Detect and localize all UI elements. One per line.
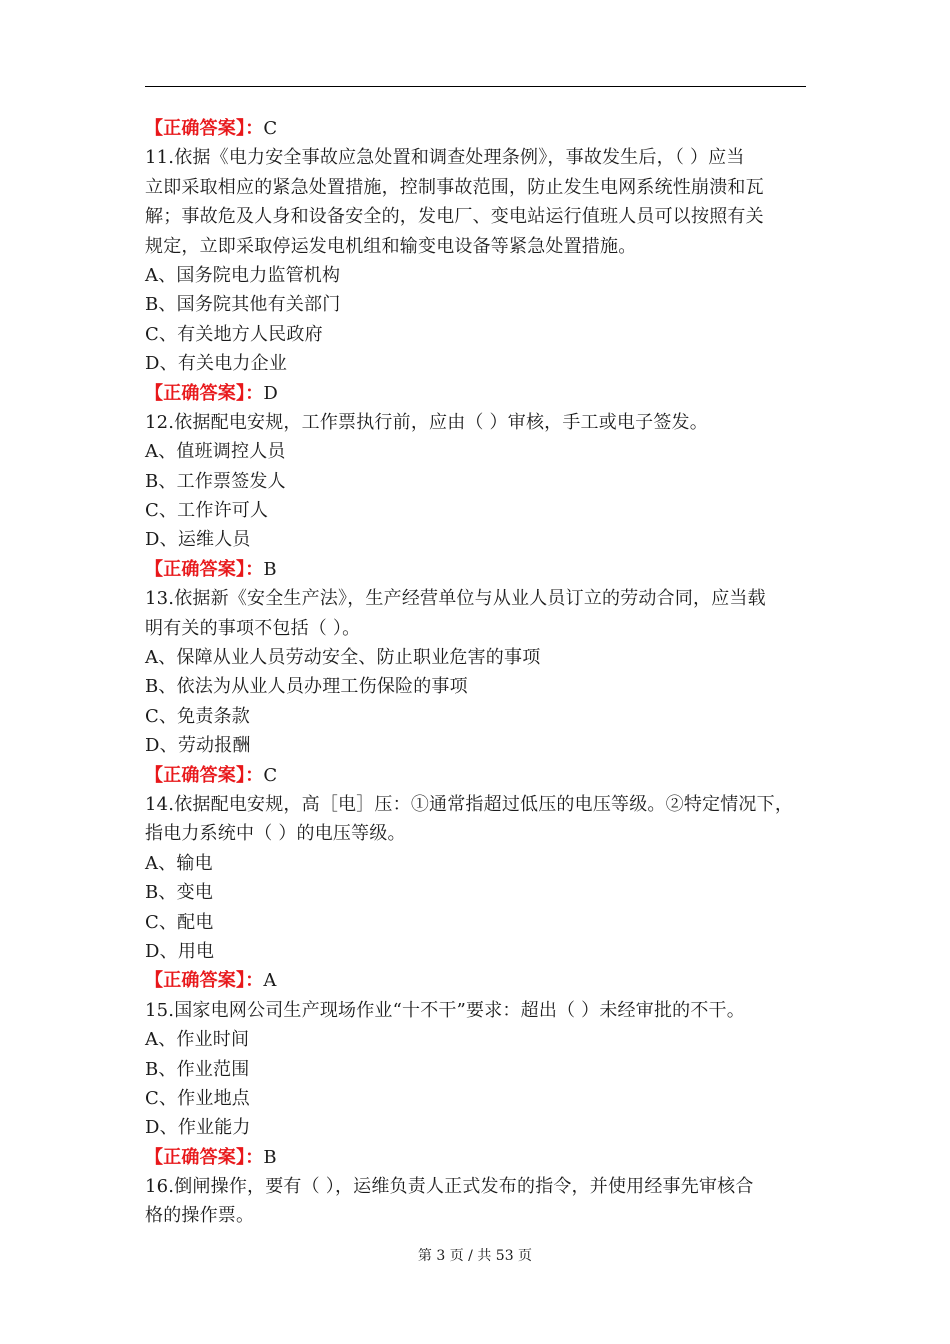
correct-answer-label: 【正确答案】： (145, 118, 264, 139)
text-line: 立即采取相应的紧急处置措施，控制事故范围，防止发生电网系统性崩溃和瓦 (145, 176, 764, 198)
text-line: A、保障从业人员劳动安全、防止职业危害的事项 (145, 647, 541, 669)
text-line: 指电力系统中（ ）的电压等级。 (145, 823, 406, 845)
text-line: 11.依据《电力安全事故应急处置和调查处理条例》，事故发生后，（ ）应当 (145, 147, 745, 169)
text-line: B、国务院其他有关部门 (145, 294, 341, 316)
document-body (145, 114, 817, 1231)
text-line: 格的操作票。 (145, 1205, 255, 1227)
text-line: C、工作许可人 (145, 500, 269, 522)
text-line: D、运维人员 (145, 529, 251, 551)
text-line: A、国务院电力监管机构 (145, 264, 341, 286)
text-line: 解；事故危及人身和设备安全的，发电厂、变电站运行值班人员可以按照有关 (145, 206, 764, 228)
correct-answer-line (145, 114, 817, 143)
text-line: D、用电 (145, 940, 215, 962)
correct-answer-line (145, 1143, 817, 1172)
text-line: C、作业地点 (145, 1087, 250, 1109)
correct-answer-line (145, 966, 817, 995)
text-line: B、变电 (145, 882, 214, 904)
correct-answer-line (145, 379, 817, 408)
text-line: D、劳动报酬 (145, 735, 251, 757)
text-line: A、输电 (145, 852, 213, 874)
correct-answer-value: D (263, 382, 279, 404)
correct-answer-value: B (263, 1146, 277, 1168)
correct-answer-label: 【正确答案】： (145, 970, 264, 992)
text-line: A、作业时间 (145, 1029, 250, 1051)
text-line: 规定，立即采取停运发电机组和输变电设备等紧急处置措施。 (145, 235, 637, 257)
page-footer: 第 3 页 / 共 53 页 (417, 1248, 533, 1264)
text-line: B、作业范围 (145, 1058, 250, 1080)
text-line: 12.依据配电安规，工作票执行前，应由（ ）审核，手工或电子签发。 (145, 411, 708, 433)
correct-answer-label: 【正确答案】： (145, 764, 264, 786)
correct-answer-value: A (263, 970, 277, 992)
text-line: 15.国家电网公司生产现场作业“十不干”要求：超出（ ）未经审批的不干。 (145, 999, 745, 1021)
correct-answer-value: C (263, 118, 278, 139)
correct-answer-label: 【正确答案】： (145, 558, 264, 580)
text-line: 明有关的事项不包括（ ）。 (145, 617, 361, 639)
text-line: C、免责条款 (145, 705, 250, 727)
text-line: B、工作票签发人 (145, 470, 286, 492)
text-line: D、作业能力 (145, 1117, 251, 1139)
text-line: C、有关地方人民政府 (145, 323, 323, 345)
correct-answer-label: 【正确答案】： (145, 1146, 264, 1168)
text-line: 14.依据配电安规，高［电］压：①通常指超过低压的电压等级。②特定情况下， (145, 793, 794, 815)
correct-answer-line (145, 761, 817, 790)
correct-answer-line (145, 555, 817, 584)
header-rule (145, 86, 806, 87)
text-line: A、值班调控人员 (145, 441, 286, 463)
text-line: B、依法为从业人员办理工伤保险的事项 (145, 676, 468, 698)
correct-answer-value: C (263, 764, 278, 786)
correct-answer-value: B (263, 558, 277, 580)
text-line: 16.倒闸操作，要有（ ），运维负责人正式发布的指令，并使用经事先审核合 (145, 1176, 754, 1198)
correct-answer-label: 【正确答案】： (145, 382, 264, 404)
text-line: D、有关电力企业 (145, 353, 288, 375)
text-line: 13.依据新《安全生产法》，生产经营单位与从业人员订立的劳动合同，应当载 (145, 588, 766, 610)
text-line: C、配电 (145, 911, 214, 933)
